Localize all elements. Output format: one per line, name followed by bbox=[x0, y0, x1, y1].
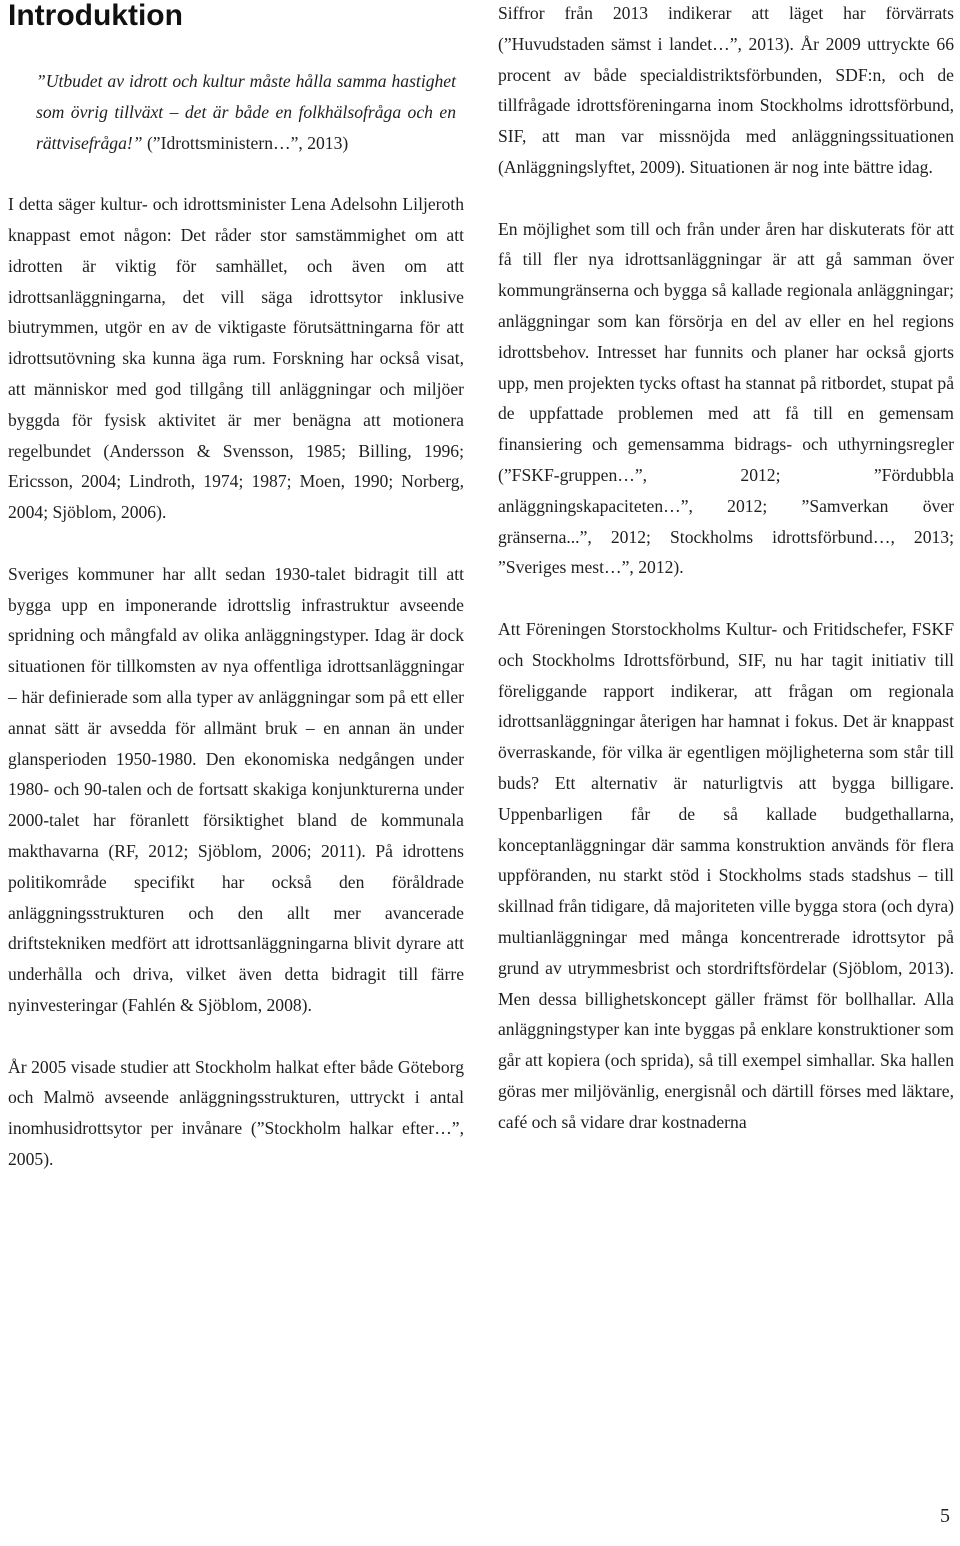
body-paragraph: I detta säger kultur- och idrottsminister Lena Adelsohn Liljeroth knappast emot någon: Det råder stor samstämmighet om att idrotten är viktig för samhället, och även om att idrottsanläggningarna, det vill säga idrottsytor inklusive biutrymmen, utgör en av de viktigaste förutsättningarna för att idrottsutövning ska kunna äga rum. Forskning har också visat, att människor med god tillgång till anläggningar och miljöer byggda för fysisk aktivitet är mer benägna att motionera regelbundet (Andersson & Svensson, 1985; Billing, 1996; Ericsson, 2004; Lindroth, 1974; 1987; Moen, 1990; Norberg, 2004; Sjöblom, 2006). bbox=[8, 194, 464, 523]
quote-text: ”Utbudet av idrott och kultur måste hålla samma hastighet som övrig tillväxt – det är både en folkhälsofråga och en rättvisefråga!” bbox=[36, 71, 456, 153]
left-column bbox=[8, 66, 464, 1205]
page-number: 5 bbox=[940, 1505, 950, 1527]
epigraph-quote bbox=[8, 66, 464, 158]
body-paragraph: Sveriges kommuner har allt sedan 1930-talet bidragit till att bygga upp en imponerande idrottslig infrastruktur avseende spridning och mångfald av olika anläggningstyper. Idag är dock situationen för tillkomsten av nya offentliga idrottsanläggningar – här definierade som alla typer av anläggningar som på ett eller annat sätt är avsedda för allmänt bruk – en annan än under glansperioden 1950-1980. Den ekonomiska nedgången under 1980- och 90-talen och de fortsatt skakiga konjunkturerna under 2000-talet har föranlett försiktighet bland de kommunala makthavarna (RF, 2012; Sjöblom, 2006; 2011). På idrottens politikområde specifikt har också den föråldrade anläggningsstrukturen och den allt mer avancerade driftstekniken medfört att idrottsanläggningarna blivit dyrare att underhålla och driva, vilket även detta bidragit till färre nyinvesteringar (Fahlén & Sjöblom, 2008). bbox=[8, 563, 464, 1015]
right-column bbox=[498, 0, 954, 1168]
body-paragraph: En möjlighet som till och från under åren har diskuterats för att få till fler nya idrottsanläggningar är att gå samman över kommungränserna och bygga så kallade regionala anläggningar; anläggningar som kan försörja en del av eller en hel regions idrottsbehov. Intresset har funnits och planer har också gjorts upp, men projekten tycks oftast ha stannat på ritbordet, stupat på de uppfattade problemen med att få till en gemensam finansiering och gemensamma bidrags- och uthyrningsregler (”FSKF-gruppen…”, 2012; ”Fördubbla anläggningskapaciteten…”, 2012; ”Samverkan över gränserna...”, 2012; Stockholms idrottsförbund…, 2013; ”Sveriges mest…”, 2012). bbox=[498, 218, 954, 578]
body-paragraph: År 2005 visade studier att Stockholm halkat efter både Göteborg och Malmö avseende anläggningsstrukturen, uttryckt i antal inomhusidrottsytor per invånare (”Stockholm halkar efter…”, 2005). bbox=[8, 1056, 464, 1169]
body-paragraph: Att Föreningen Storstockholms Kultur- och Fritidschefer, FSKF och Stockholms Idrottsförbund, SIF, nu har tagit initiativ till föreliggande rapport indikerar, att frågan om regionala idrottsanläggningar återigen har hamnat i fokus. Det är knappast överraskande, för vilka är egentligen möjligheterna som står till buds? Ett alternativ är naturligtvis att bygga billigare. Uppenbarligen får de så kallade budgethallarna, konceptanläggningar där samma konstruktion används för flera uppföranden, nu starkt stöd i Stockholms stads stadshus – till skillnad från tidigare, då majoriteten ville bygga stora (och dyra) multianläggningar med många koncentrerade idrottsytor på grund av utrymmesbrist och stordriftsfördelar (Sjöblom, 2013). Men dessa billighetskoncept gäller främst för bollhallar. Alla anläggningstyper kan inte byggas på enklare konstruktioner som går att kopiera (och sprida), så till exempel simhallar. Ska hallen göras mer miljövänlig, energisnål och därtill förses med läktare, café och så vidare drar kostnaderna bbox=[498, 618, 954, 1132]
body-paragraph: Siffror från 2013 indikerar att läget har förvärrats (”Huvudstaden sämst i landet…”, 2013). År 2009 uttryckte 66 procent av både specialdistriktsförbunden, SDF:n, och de tillfrågade idrottsföreningarna inom Stockholms idrottsförbund, SIF, att man var missnöjda med anläggningssituationen (Anläggningslyftet, 2009). Situationen är nog inte bättre idag. bbox=[498, 3, 954, 177]
page-heading: Introduktion bbox=[8, 0, 183, 32]
quote-source: (”Idrottsministern…”, 2013) bbox=[142, 132, 349, 153]
